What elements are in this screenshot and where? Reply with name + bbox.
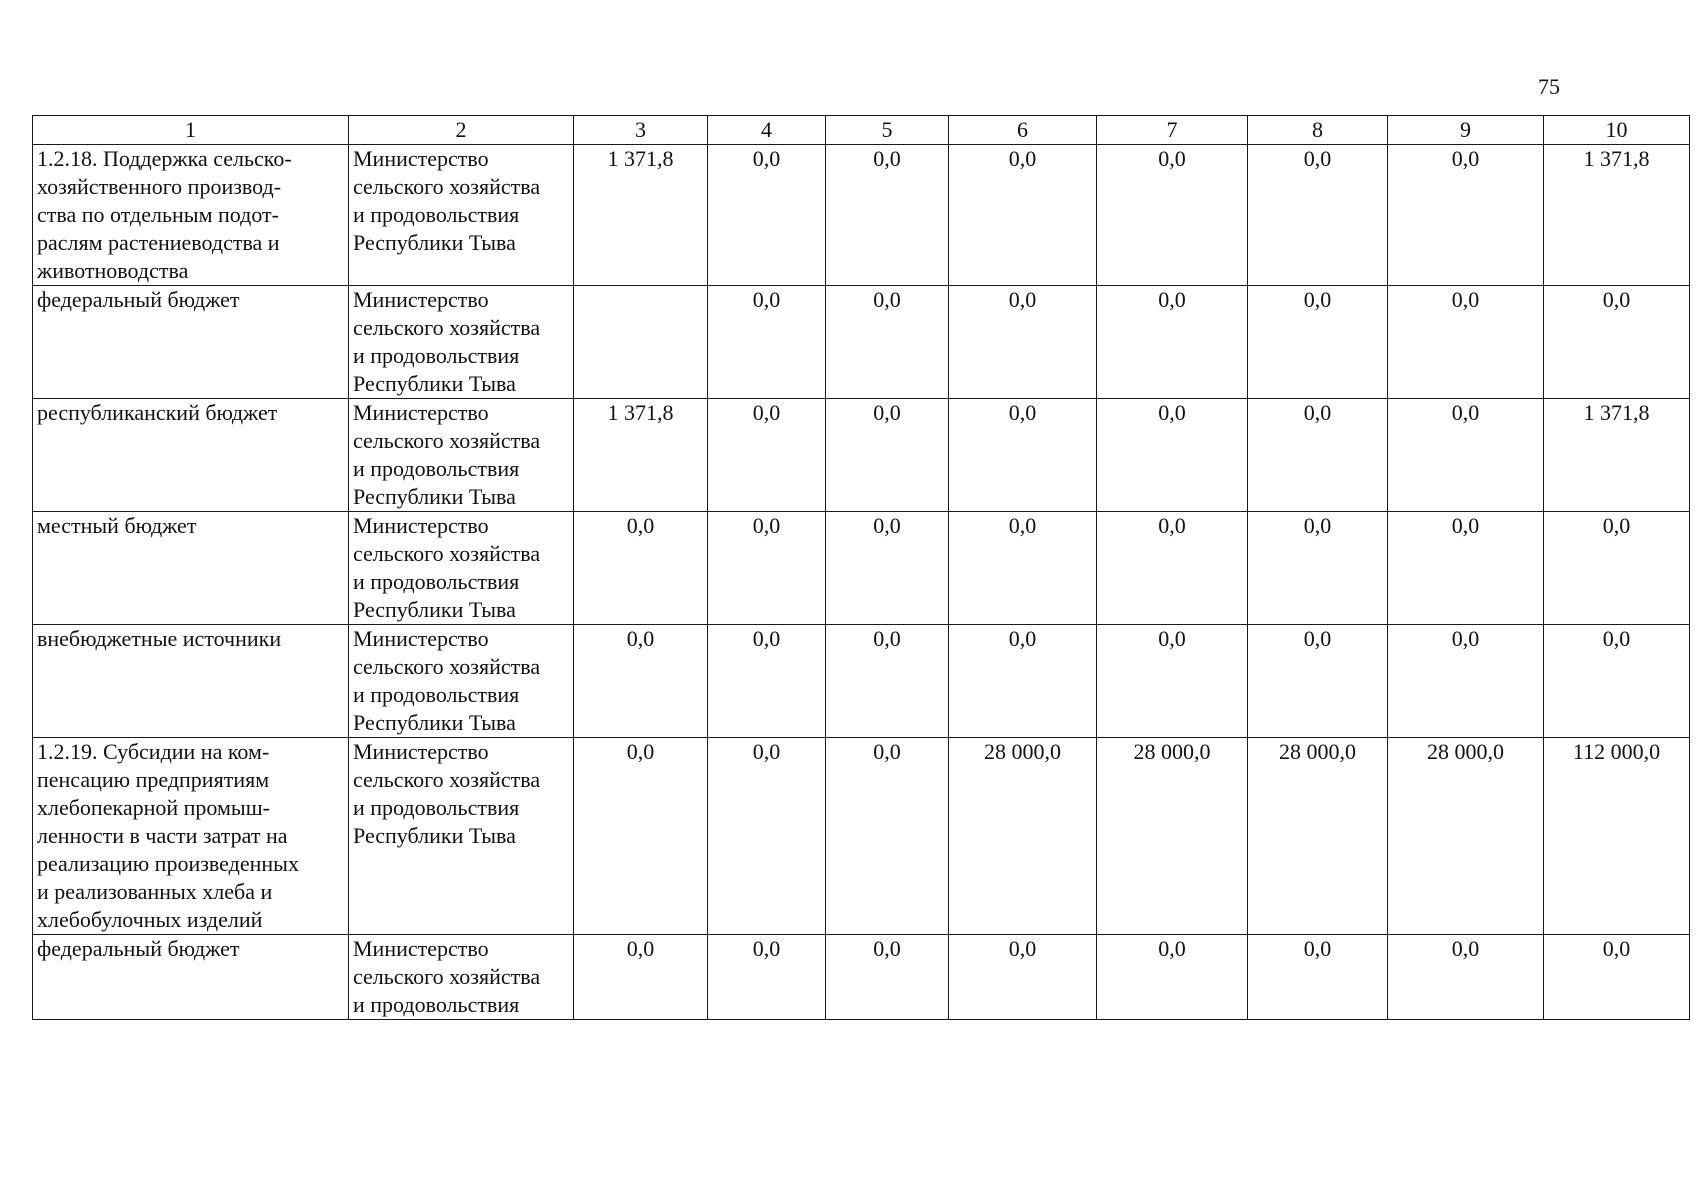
column-number: 1 [33, 116, 349, 145]
column-number: 3 [574, 116, 708, 145]
responsible-org-cell: Министерство сельского хозяйства и продовольствия Республики Тыва [349, 286, 574, 399]
page-number: 75 [1538, 74, 1560, 99]
value-cell: 0,0 [708, 145, 826, 286]
column-number: 8 [1248, 116, 1388, 145]
value-cell: 0,0 [1388, 625, 1544, 738]
value-cell: 0,0 [826, 512, 949, 625]
value-cell: 0,0 [1248, 512, 1388, 625]
total-cell: 1 371,8 [1544, 145, 1690, 286]
total-cell: 0,0 [1544, 625, 1690, 738]
value-cell: 0,0 [1248, 625, 1388, 738]
value-cell: 0,0 [949, 399, 1097, 512]
measure-name-cell: 1.2.19. Субсидии на ком- пенсацию предприятиям хлебопекарной промыш- ленности в части затрат на реализацию произведенных и реализованных хлеба и хлебобулочных изделий [33, 738, 349, 935]
value-cell: 0,0 [826, 935, 949, 1020]
value-cell [574, 286, 708, 399]
table-row [33, 738, 1690, 935]
value-cell: 0,0 [708, 286, 826, 399]
value-cell: 28 000,0 [1097, 738, 1248, 935]
value-cell: 0,0 [1097, 286, 1248, 399]
value-cell: 0,0 [1248, 935, 1388, 1020]
value-cell: 0,0 [949, 512, 1097, 625]
value-cell: 0,0 [826, 625, 949, 738]
value-cell: 0,0 [949, 145, 1097, 286]
budget-table [32, 115, 1690, 1020]
total-cell: 1 371,8 [1544, 399, 1690, 512]
measure-name-cell: республиканский бюджет [33, 399, 349, 512]
value-cell: 0,0 [1388, 935, 1544, 1020]
measure-name-cell: местный бюджет [33, 512, 349, 625]
responsible-org-cell: Министерство сельского хозяйства и продовольствия Республики Тыва [349, 738, 574, 935]
total-cell: 0,0 [1544, 935, 1690, 1020]
value-cell: 0,0 [708, 738, 826, 935]
column-number: 6 [949, 116, 1097, 145]
value-cell: 0,0 [1248, 286, 1388, 399]
value-cell: 1 371,8 [574, 145, 708, 286]
value-cell: 0,0 [574, 738, 708, 935]
value-cell: 28 000,0 [1248, 738, 1388, 935]
value-cell: 0,0 [708, 625, 826, 738]
value-cell: 0,0 [708, 512, 826, 625]
value-cell: 0,0 [1097, 512, 1248, 625]
value-cell: 0,0 [574, 512, 708, 625]
measure-name-cell: федеральный бюджет [33, 286, 349, 399]
table-row [33, 935, 1690, 1020]
value-cell: 0,0 [949, 625, 1097, 738]
value-cell: 1 371,8 [574, 399, 708, 512]
column-number: 4 [708, 116, 826, 145]
measure-name-cell: 1.2.18. Поддержка сельско- хозяйственного производ- ства по отдельным подот- раслям растениеводства и животноводства [33, 145, 349, 286]
measure-name-cell: федеральный бюджет [33, 935, 349, 1020]
value-cell: 28 000,0 [949, 738, 1097, 935]
value-cell: 0,0 [574, 625, 708, 738]
value-cell: 0,0 [708, 935, 826, 1020]
column-number-row [33, 116, 1690, 145]
value-cell: 0,0 [826, 399, 949, 512]
table-row [33, 286, 1690, 399]
responsible-org-cell: Министерство сельского хозяйства и продовольствия [349, 935, 574, 1020]
column-number: 7 [1097, 116, 1248, 145]
total-cell: 0,0 [1544, 512, 1690, 625]
column-number: 9 [1388, 116, 1544, 145]
value-cell: 0,0 [1388, 286, 1544, 399]
value-cell: 0,0 [1097, 935, 1248, 1020]
total-cell: 0,0 [1544, 286, 1690, 399]
table-row [33, 512, 1690, 625]
value-cell: 0,0 [708, 399, 826, 512]
value-cell: 0,0 [1388, 512, 1544, 625]
value-cell: 0,0 [949, 935, 1097, 1020]
value-cell: 0,0 [574, 935, 708, 1020]
total-cell: 112 000,0 [1544, 738, 1690, 935]
value-cell: 0,0 [826, 286, 949, 399]
table-row [33, 399, 1690, 512]
value-cell: 0,0 [1388, 399, 1544, 512]
value-cell: 0,0 [1248, 399, 1388, 512]
measure-name-cell: внебюджетные источники [33, 625, 349, 738]
value-cell: 0,0 [1388, 145, 1544, 286]
value-cell: 0,0 [1248, 145, 1388, 286]
table-row [33, 145, 1690, 286]
responsible-org-cell: Министерство сельского хозяйства и продовольствия Республики Тыва [349, 512, 574, 625]
value-cell: 0,0 [1097, 399, 1248, 512]
value-cell: 0,0 [1097, 625, 1248, 738]
value-cell: 28 000,0 [1388, 738, 1544, 935]
table-row [33, 625, 1690, 738]
responsible-org-cell: Министерство сельского хозяйства и продовольствия Республики Тыва [349, 625, 574, 738]
value-cell: 0,0 [1097, 145, 1248, 286]
column-number: 2 [349, 116, 574, 145]
responsible-org-cell: Министерство сельского хозяйства и продовольствия Республики Тыва [349, 145, 574, 286]
responsible-org-cell: Министерство сельского хозяйства и продовольствия Республики Тыва [349, 399, 574, 512]
value-cell: 0,0 [826, 145, 949, 286]
value-cell: 0,0 [826, 738, 949, 935]
value-cell: 0,0 [949, 286, 1097, 399]
column-number: 10 [1544, 116, 1690, 145]
column-number: 5 [826, 116, 949, 145]
